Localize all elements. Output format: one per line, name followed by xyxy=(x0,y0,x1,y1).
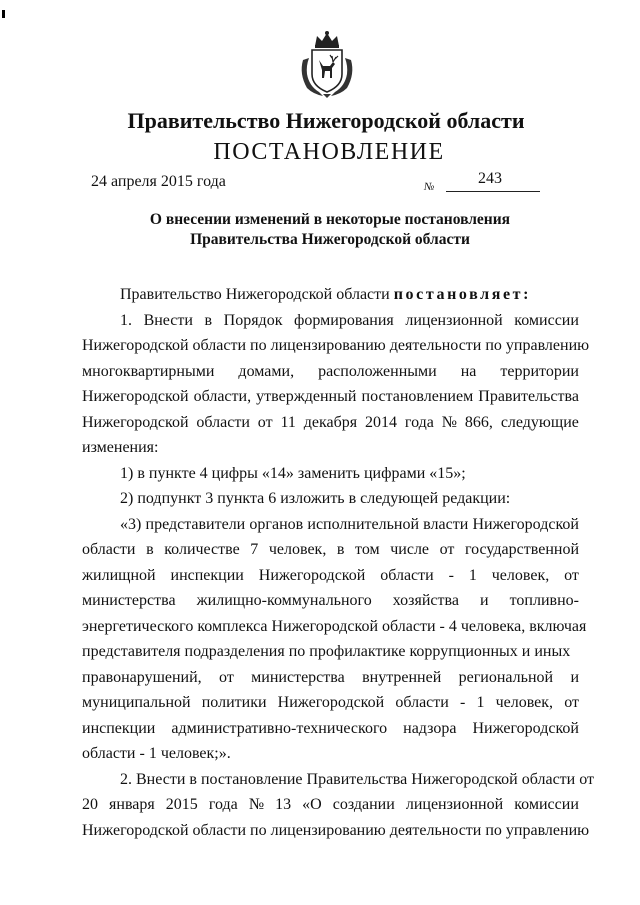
word: Нижегородской xyxy=(82,388,189,405)
word: «О xyxy=(302,796,322,813)
word: человек, xyxy=(491,566,550,584)
word: области xyxy=(380,566,434,584)
word: политики xyxy=(201,694,267,711)
number-underline xyxy=(446,191,540,192)
document-number: 243 xyxy=(478,170,502,187)
government-title: Правительство Нижегородской области xyxy=(127,108,525,133)
word: человек, xyxy=(268,541,327,558)
word: 866, xyxy=(464,413,493,431)
word: утвержденный xyxy=(256,388,357,405)
text-line xyxy=(82,639,579,665)
word: - xyxy=(448,566,454,584)
word: Нижегородской xyxy=(277,694,385,711)
word: расположенными xyxy=(318,362,437,380)
word: 2015 xyxy=(165,796,198,813)
word: количестве xyxy=(164,541,240,558)
text-line xyxy=(82,359,579,385)
word: министерства xyxy=(82,592,176,609)
word: в xyxy=(204,311,213,329)
word: правонарушений, xyxy=(82,668,202,686)
word: декабря xyxy=(303,413,358,431)
word: создании xyxy=(332,796,395,813)
word: № xyxy=(248,796,265,813)
word: территории xyxy=(500,362,579,380)
item-1: 1) в пункте 4 цифры «14» заменить цифрами «15»; xyxy=(120,464,466,482)
word: топливно- xyxy=(509,592,579,609)
word: человек, xyxy=(495,694,554,711)
word: комиссии xyxy=(514,311,579,329)
word: надзора xyxy=(403,719,457,737)
paragraph-2-first-line: 2. Внести в постановление Правительства Нижегородской области от xyxy=(120,770,594,788)
word: многоквартирными xyxy=(82,362,215,380)
word: от xyxy=(257,413,273,431)
word: Нижегородской xyxy=(472,515,579,533)
word: 1 xyxy=(476,694,485,711)
text-line xyxy=(82,716,579,742)
word: 11 xyxy=(280,413,296,431)
decree-word: постановляет: xyxy=(393,286,532,303)
coat-of-arms-icon xyxy=(297,30,357,98)
paragraph-1 xyxy=(82,308,590,436)
word: января xyxy=(109,796,155,813)
word: государственной xyxy=(464,541,579,558)
word: области, xyxy=(193,388,252,405)
word: представители xyxy=(145,515,246,533)
word: 1 xyxy=(468,566,477,584)
text-line xyxy=(82,537,579,563)
word: «3) xyxy=(120,515,142,533)
word: года xyxy=(404,413,434,431)
word: Внести xyxy=(143,311,193,329)
text-line xyxy=(82,512,579,538)
text-line xyxy=(82,690,579,716)
word: домами, xyxy=(238,362,295,380)
word: от xyxy=(564,566,579,584)
word: административно-технического xyxy=(171,719,388,737)
word: Нижегородской xyxy=(258,566,366,584)
word: и xyxy=(570,668,579,686)
word: Порядок xyxy=(223,311,283,329)
text-line xyxy=(82,563,579,589)
word: Нижегородской области по лицензированию деятельности по управлению xyxy=(82,821,590,839)
word: в xyxy=(146,541,154,558)
document-subject xyxy=(80,210,580,250)
text-line xyxy=(82,665,579,691)
word: представителя подразделения по профилактике коррупционных и иных xyxy=(82,643,571,660)
word: том xyxy=(355,541,380,558)
text-line xyxy=(82,384,579,410)
text-line xyxy=(82,614,587,640)
word: Нижегородской xyxy=(472,719,579,737)
word: следующие xyxy=(500,413,579,431)
word: инспекции xyxy=(170,566,244,584)
word: энергетического комплекса Нижегородской области - 4 человека, включая xyxy=(82,617,587,635)
text-line xyxy=(82,818,590,844)
word: органов xyxy=(249,515,304,533)
text-line xyxy=(82,410,579,436)
intro-line xyxy=(82,282,579,308)
number-label: № xyxy=(424,181,435,193)
text-line xyxy=(82,333,590,359)
word: 2014 xyxy=(365,413,398,431)
word: в xyxy=(336,541,345,558)
word: от xyxy=(439,541,455,558)
subject-line-1: О внесении изменений в некоторые постановления xyxy=(149,211,511,228)
word: от xyxy=(564,694,579,711)
word: жилищно-коммунального xyxy=(196,592,372,609)
word: 13 xyxy=(275,796,292,813)
word: комиссии xyxy=(514,796,579,813)
word: муниципальной xyxy=(82,694,191,711)
word: хозяйства xyxy=(392,592,459,609)
word: жилищной xyxy=(82,566,156,584)
word: исполнительной xyxy=(307,515,419,533)
word: 1. xyxy=(120,311,132,329)
word: 20 xyxy=(82,796,98,813)
word: власти xyxy=(423,515,469,533)
text-line xyxy=(82,792,579,818)
paragraph-1-last-line: изменения: xyxy=(82,439,159,456)
word: лицензионной xyxy=(405,796,504,813)
word: области xyxy=(82,541,136,558)
intro-prefix: Правительство Нижегородской области xyxy=(120,286,390,303)
document-type: ПОСТАНОВЛЕНИЕ xyxy=(213,139,445,165)
scan-mark xyxy=(2,10,5,18)
word: и xyxy=(480,592,489,609)
quoted-subpoint xyxy=(82,512,587,742)
word: числе xyxy=(390,541,430,558)
word: области xyxy=(196,413,250,431)
word: 7 xyxy=(250,541,259,558)
word: формирования xyxy=(294,311,394,329)
word: инспекции xyxy=(82,719,156,737)
word: лицензионной xyxy=(405,311,503,329)
word: министерства xyxy=(251,668,345,686)
word: внутренней xyxy=(362,668,442,686)
word: № xyxy=(441,413,458,431)
word: области xyxy=(395,694,449,711)
quoted-subpoint-last-line: области - 1 человек;». xyxy=(82,745,231,762)
word: постановлением xyxy=(361,388,474,405)
word: от xyxy=(219,668,234,686)
document-date: 24 апреля 2015 года xyxy=(91,173,226,190)
word: - xyxy=(459,694,466,711)
text-line xyxy=(82,308,579,334)
paragraph-2 xyxy=(82,792,590,843)
item-2: 2) подпункт 3 пункта 6 изложить в следующей редакции: xyxy=(120,490,511,507)
word: Правительства xyxy=(478,388,579,405)
document-body xyxy=(82,282,594,843)
word: Нижегородской xyxy=(82,413,189,431)
word: на xyxy=(460,362,477,380)
word: года xyxy=(208,796,238,813)
word: региональной xyxy=(458,668,554,686)
subject-line-2: Правительства Нижегородской области xyxy=(190,231,470,248)
word: Нижегородской области по лицензированию деятельности по управлению xyxy=(82,337,590,354)
text-line xyxy=(82,588,579,614)
